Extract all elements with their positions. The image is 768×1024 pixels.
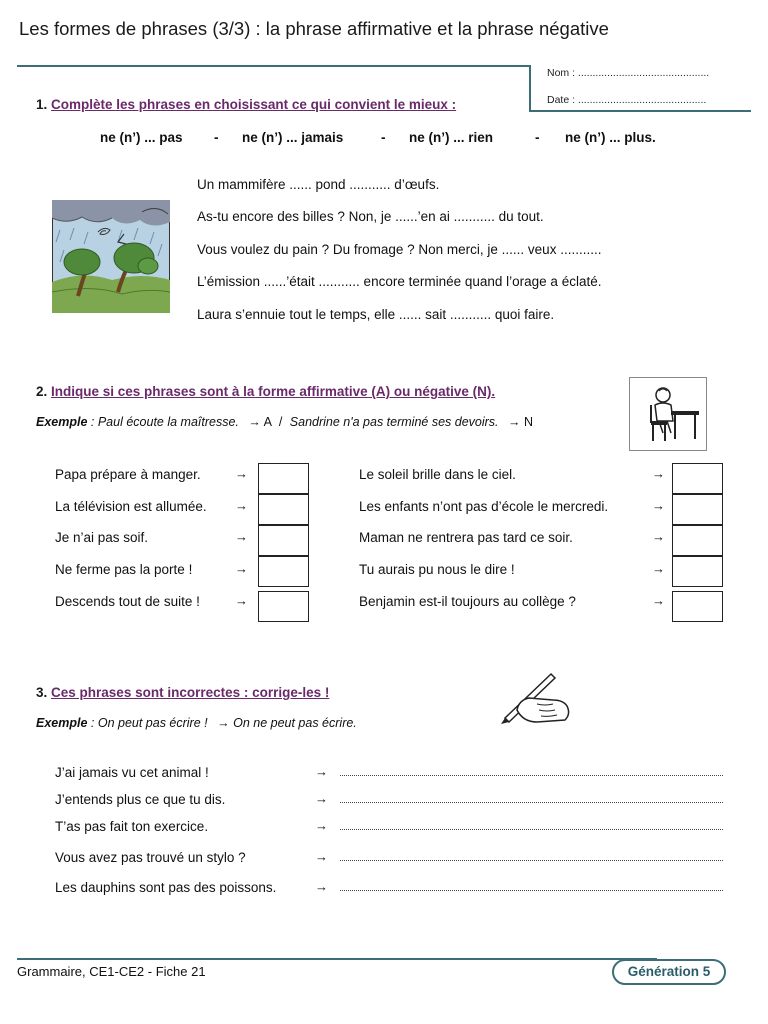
arrow-icon: → [652,498,665,513]
writing-hand-icon [497,670,573,726]
section2-title [36,384,495,399]
example-label: Exemple [36,415,88,429]
section2-number: 2. [36,384,48,399]
exercise-sentence: Laura s’ennuie tout le temps, elle ...... sait ........... quoi faire. [197,307,555,322]
classify-item: La télévision est allumée. [55,499,207,514]
example-text: : On peut pas écrire ! [87,716,208,730]
word-separator: - [381,130,386,145]
word-separator: - [214,130,219,145]
exercise-sentence: Vous voulez du pain ? Du fromage ? Non merci, je ...... veux ........... [197,242,602,257]
answer-line[interactable] [340,860,723,861]
incorrect-sentence: J’ai jamais vu cet animal ! [55,765,209,780]
section1-title-text: Complète les phrases en choisissant ce qui convient le mieux : [51,97,457,112]
classify-item: Maman ne rentrera pas tard ce soir. [359,530,573,545]
example-correction: On ne peut pas écrire. [233,716,357,730]
example-answer: A [263,415,272,429]
arrow-icon: → [315,818,328,833]
section2-title-text: Indique si ces phrases sont à la forme affirmative (A) ou négative (N). [51,384,496,399]
incorrect-sentence: J’entends plus ce que tu dis. [55,792,226,807]
exercise-sentence: L’émission ......’était ........... encore terminée quand l’orage a éclaté. [197,274,602,289]
answer-box[interactable] [258,494,309,525]
word-choice: ne (n’) ... pas [100,130,183,145]
answer-box[interactable] [672,463,723,494]
example-label: Exemple [36,716,88,730]
arrow-icon: → [235,593,248,608]
section3-title-text: Ces phrases sont incorrectes : corrige-les ! [51,685,330,700]
arrow-icon: → [652,593,665,608]
arrow-icon: → [248,415,261,429]
classify-item: Tu aurais pu nous le dire ! [359,562,515,577]
arrow-icon: → [652,529,665,544]
arrow-icon: → [315,764,328,779]
word-choice: ne (n’) ... plus. [565,130,656,145]
word-choice: ne (n’) ... jamais [242,130,344,145]
word-separator: - [535,130,540,145]
arrow-icon: → [652,561,665,576]
section2-example [36,415,533,429]
answer-box[interactable] [258,463,309,494]
arrow-icon: → [217,716,230,730]
storm-illustration [52,200,170,313]
answer-line[interactable] [340,802,723,803]
footer-divider [17,958,657,960]
section3-title [36,685,329,700]
arrow-icon: → [235,529,248,544]
arrow-icon: → [652,466,665,481]
arrow-icon: → [315,879,328,894]
answer-box[interactable] [258,525,309,556]
arrow-icon: → [235,561,248,576]
section3-number: 3. [36,685,48,700]
answer-box[interactable] [258,556,309,587]
section1-number: 1. [36,97,48,112]
classify-item: Papa prépare à manger. [55,467,201,482]
footer-reference: Grammaire, CE1-CE2 - Fiche 21 [17,964,206,979]
exercise-sentence: As-tu encore des billes ? Non, je ......’en ai ........... du tout. [197,209,544,224]
word-choice: ne (n’) ... rien [409,130,494,145]
arrow-icon: → [235,498,248,513]
header-divider-right [529,110,751,112]
section1-title [36,97,456,112]
example-separator: / [278,415,283,429]
example-answer-2: N [524,415,534,429]
answer-box[interactable] [672,556,723,587]
publisher-badge: Génération 5 [612,959,726,985]
answer-line[interactable] [340,829,723,830]
answer-line[interactable] [340,890,723,891]
header-divider [17,65,530,67]
arrow-icon: → [508,415,521,429]
example-text: : Paul écoute la maîtresse. [87,415,239,429]
answer-box[interactable] [672,525,723,556]
classify-item: Ne ferme pas la porte ! [55,562,193,577]
header-divider-vertical [529,65,531,111]
section3-example [36,716,357,730]
page-title: Les formes de phrases (3/3) : la phrase affirmative et la phrase négative [19,18,609,39]
example-text-2: Sandrine n'a pas terminé ses devoirs. [289,415,499,429]
incorrect-sentence: Vous avez pas trouvé un stylo ? [55,850,246,865]
arrow-icon: → [315,791,328,806]
answer-box[interactable] [672,591,723,622]
arrow-icon: → [235,466,248,481]
answer-box[interactable] [258,591,309,622]
answer-box[interactable] [672,494,723,525]
arrow-icon: → [315,849,328,864]
incorrect-sentence: Les dauphins sont pas des poissons. [55,880,277,895]
classify-item: Descends tout de suite ! [55,594,200,609]
nom-field[interactable]: Nom : ............................................. [547,67,710,79]
exercise-sentence: Un mammifère ...... pond ........... d’œufs. [197,177,440,192]
classify-item: Le soleil brille dans le ciel. [359,467,516,482]
classify-item: Benjamin est-il toujours au collège ? [359,594,576,609]
classify-item: Je n’ai pas soif. [55,530,149,545]
student-desk-icon [629,377,707,451]
answer-line[interactable] [340,775,723,776]
date-field[interactable]: Date : ............................................ [547,94,707,106]
incorrect-sentence: T’as pas fait ton exercice. [55,819,209,834]
classify-item: Les enfants n’ont pas d’école le mercredi. [359,499,609,514]
